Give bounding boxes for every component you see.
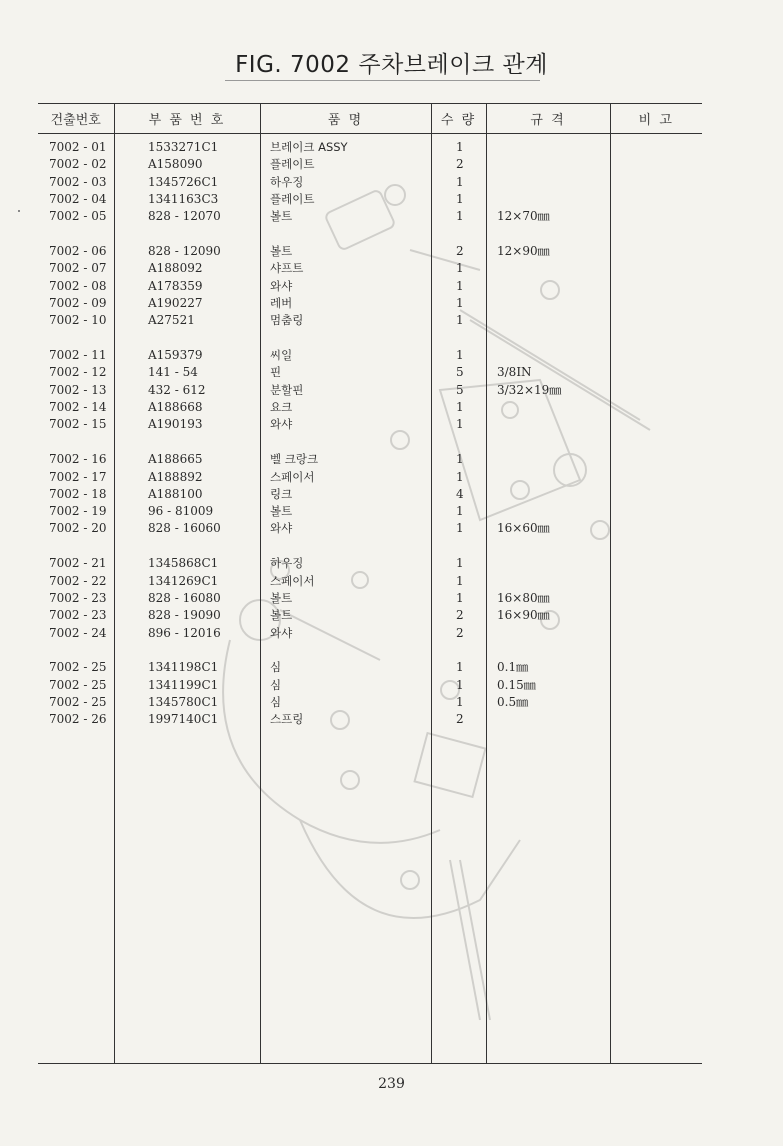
part-name: 멈춤링 (270, 313, 304, 328)
part-number: 828 - 16060 (148, 521, 221, 536)
part-name: 씨일 (270, 348, 293, 363)
part-number: A188892 (148, 469, 203, 484)
quantity: 1 (456, 573, 464, 588)
part-number: A158090 (148, 157, 203, 172)
part-name: 와샤 (270, 417, 293, 432)
part-number: A159379 (148, 348, 203, 363)
quantity: 1 (456, 348, 464, 363)
spec: 12×70㎜ (497, 209, 550, 224)
part-name: 레버 (270, 295, 293, 310)
part-number: A27521 (148, 313, 195, 328)
page-title: FIG. 7002 주차브레이크 관계 (235, 52, 548, 78)
quantity: 2 (456, 625, 464, 640)
item-number: 7002 - 25 (49, 694, 107, 709)
quantity: 1 (456, 521, 464, 536)
part-name: 링크 (270, 486, 293, 501)
spec: 16×80㎜ (497, 590, 550, 605)
quantity: 2 (456, 244, 464, 259)
part-name: 심 (270, 660, 282, 675)
part-number: 828 - 19090 (148, 608, 221, 623)
part-name: 심 (270, 694, 282, 709)
part-name: 볼트 (270, 244, 293, 259)
quantity: 5 (456, 382, 464, 397)
header-part-name: 품 명 (260, 104, 431, 134)
part-name: 하우징 (270, 556, 304, 571)
table-row (38, 295, 702, 312)
spec: 16×90㎜ (497, 608, 550, 623)
scan-speck (18, 210, 20, 212)
item-number: 7002 - 24 (49, 625, 107, 640)
header-remarks: 비 고 (610, 104, 702, 134)
table-row (38, 139, 702, 156)
table-row (38, 451, 702, 468)
part-name: 와샤 (270, 521, 293, 536)
part-name: 하우징 (270, 174, 304, 189)
header-item-number: 건출번호 (38, 104, 114, 134)
header-quantity: 수 량 (431, 104, 486, 134)
spec: 0.15㎜ (497, 677, 536, 692)
table-row (38, 659, 702, 676)
part-name: 볼트 (270, 590, 293, 605)
quantity: 1 (456, 469, 464, 484)
part-number: A190193 (148, 417, 203, 432)
item-number: 7002 - 12 (49, 365, 107, 380)
part-name: 핀 (270, 365, 282, 380)
table-row (38, 156, 702, 173)
table-row (38, 590, 702, 607)
quantity: 1 (456, 590, 464, 605)
header-part-number: 부 품 번 호 (114, 104, 260, 134)
part-number: 1345780C1 (148, 694, 219, 709)
part-name: 플레이트 (270, 157, 315, 172)
item-number: 7002 - 08 (49, 278, 107, 293)
item-number: 7002 - 01 (49, 140, 107, 154)
title-underline (225, 80, 540, 81)
table-row (38, 520, 702, 537)
part-number: A188665 (148, 452, 203, 467)
spec: 16×60㎜ (497, 521, 550, 536)
table-row (38, 364, 702, 381)
part-number: A188100 (148, 486, 203, 501)
part-name: 플레이트 (270, 191, 315, 206)
table-row (38, 711, 702, 728)
table-row (38, 677, 702, 694)
part-number: 96 - 81009 (148, 504, 214, 519)
item-number: 7002 - 03 (49, 174, 107, 189)
table-row (38, 260, 702, 277)
part-name: 심 (270, 677, 282, 692)
spec: 3/8IN (497, 365, 532, 380)
quantity: 1 (456, 400, 464, 415)
item-number: 7002 - 19 (49, 504, 107, 519)
part-number: 828 - 12090 (148, 244, 221, 259)
part-number: 896 - 12016 (148, 625, 221, 640)
table-row (38, 174, 702, 191)
table-row (38, 416, 702, 433)
quantity: 1 (456, 504, 464, 519)
part-name: 볼트 (270, 504, 293, 519)
quantity: 1 (456, 261, 464, 276)
part-name: 와샤 (270, 278, 293, 293)
quantity: 1 (456, 677, 464, 692)
part-name: 벨 크랑크 (270, 452, 319, 467)
quantity: 1 (456, 278, 464, 293)
item-number: 7002 - 26 (49, 712, 107, 727)
table-row (38, 312, 702, 329)
quantity: 4 (456, 486, 464, 501)
item-number: 7002 - 06 (49, 244, 107, 259)
table-row (38, 382, 702, 399)
table-row (38, 503, 702, 520)
quantity: 1 (456, 694, 464, 709)
quantity: 1 (456, 191, 464, 206)
item-number: 7002 - 23 (49, 590, 107, 605)
quantity: 1 (456, 556, 464, 571)
item-number: 7002 - 02 (49, 157, 107, 172)
quantity: 2 (456, 157, 464, 172)
table-row (38, 191, 702, 208)
quantity: 1 (456, 417, 464, 432)
table-row (38, 208, 702, 225)
part-name: 요크 (270, 400, 293, 415)
part-name: 스페이서 (270, 573, 315, 588)
item-number: 7002 - 21 (49, 556, 107, 571)
table-row (38, 555, 702, 572)
part-number: 828 - 16080 (148, 590, 221, 605)
part-number: 1341198C1 (148, 660, 219, 675)
quantity: 1 (456, 174, 464, 189)
table-row (38, 573, 702, 590)
table-row (38, 486, 702, 503)
part-name: 와샤 (270, 625, 293, 640)
quantity: 1 (456, 140, 464, 154)
table-row (38, 243, 702, 260)
part-name: 샤프트 (270, 261, 304, 276)
page-number: 239 (378, 1076, 405, 1092)
part-number: 1533271C1 (148, 140, 219, 154)
table-row (38, 278, 702, 295)
item-number: 7002 - 22 (49, 573, 107, 588)
parts-rows (38, 139, 702, 729)
item-number: 7002 - 09 (49, 295, 107, 310)
item-number: 7002 - 25 (49, 677, 107, 692)
parts-table-header (38, 103, 702, 134)
quantity: 1 (456, 209, 464, 224)
part-number: 432 - 612 (148, 382, 206, 397)
part-number: A190227 (148, 295, 203, 310)
part-number: A178359 (148, 278, 203, 293)
quantity: 2 (456, 712, 464, 727)
part-number: A188092 (148, 261, 203, 276)
quantity: 1 (456, 452, 464, 467)
item-number: 7002 - 04 (49, 191, 107, 206)
header-spec: 규 격 (486, 104, 610, 134)
part-name: 볼트 (270, 608, 293, 623)
quantity: 5 (456, 365, 464, 380)
item-number: 7002 - 15 (49, 417, 107, 432)
part-number: 1341269C1 (148, 573, 219, 588)
item-number: 7002 - 18 (49, 486, 107, 501)
item-number: 7002 - 16 (49, 452, 107, 467)
table-row (38, 694, 702, 711)
part-number: 1345868C1 (148, 556, 219, 571)
quantity: 1 (456, 295, 464, 310)
part-number: 141 - 54 (148, 365, 198, 380)
item-number: 7002 - 25 (49, 660, 107, 675)
quantity: 1 (456, 660, 464, 675)
quantity: 2 (456, 608, 464, 623)
item-number: 7002 - 07 (49, 261, 107, 276)
table-row (38, 399, 702, 416)
part-name: 볼트 (270, 209, 293, 224)
spec: 12×90㎜ (497, 244, 550, 259)
table-row (38, 625, 702, 642)
spec: 0.1㎜ (497, 660, 529, 675)
part-name: 브레이크 ASSY (270, 140, 348, 154)
spec: 0.5㎜ (497, 694, 529, 709)
item-number: 7002 - 23 (49, 608, 107, 623)
table-row (38, 347, 702, 364)
item-number: 7002 - 05 (49, 209, 107, 224)
part-number: 1341199C1 (148, 677, 219, 692)
part-number: 828 - 12070 (148, 209, 221, 224)
item-number: 7002 - 13 (49, 382, 107, 397)
item-number: 7002 - 10 (49, 313, 107, 328)
part-name: 스페이서 (270, 469, 315, 484)
part-number: 1345726C1 (148, 174, 219, 189)
part-number: 1341163C3 (148, 191, 219, 206)
item-number: 7002 - 11 (49, 348, 107, 363)
spec: 3/32×19㎜ (497, 382, 562, 397)
table-row (38, 469, 702, 486)
part-name: 스프링 (270, 712, 304, 727)
part-name: 분할핀 (270, 382, 304, 397)
table-row (38, 607, 702, 624)
quantity: 1 (456, 313, 464, 328)
part-number: A188668 (148, 400, 203, 415)
item-number: 7002 - 20 (49, 521, 107, 536)
part-number: 1997140C1 (148, 712, 219, 727)
item-number: 7002 - 17 (49, 469, 107, 484)
item-number: 7002 - 14 (49, 400, 107, 415)
